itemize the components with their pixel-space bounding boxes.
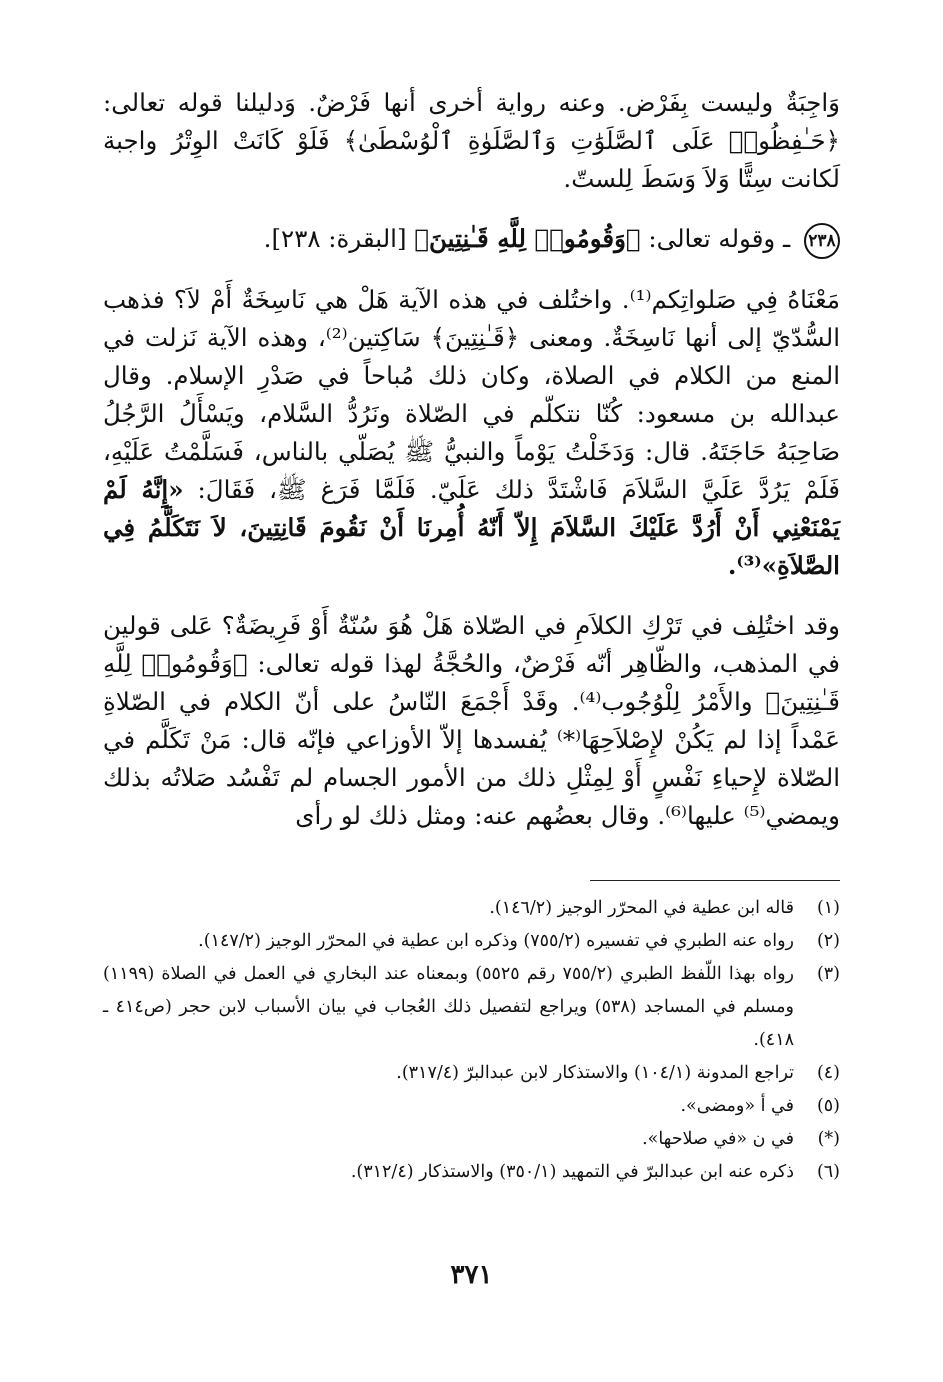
- commentary-text: مَعْنَاهُ فِي صَلواتِكم⁽¹⁾. واختُلف في هذه الآية هَلْ هي نَاسِخَةٌ أَمْ لاَ؟ فذهب السُّدّيّ إلى أنها نَاسِخَةٌ. ومعنى ﴿قَـٰنِتِينَ﴾ سَاكِتين⁽²⁾، وهذه الآية نَزلت في المنع من الكلام في الصلاة، وكان ذلك مُباحاً في صَدْرِ الإسلام. وقال عبدالله بن مسعود: كُنّا نتكلّم في الصّلاة ونَرُدُّ السَّلام، ويَسْأَلُ الرَّجُلُ صَاحِبَهُ حَاجَتَهُ. قال: وَدَخَلْتُ يَوْماً والنبيُّ ﷺ يُصَلّي بالناس، فَسَلَّمْتُ عَلَيْهِ، فَلَمْ يَرُدَّ عَلَيَّ السَّلاَمَ فَاشْتَدَّ ذلك عَلَيّ. فَلَمَّا فَرَغ ﷺ، فَقَالَ:: [103, 284, 840, 504]
- page-number: ٣٧١: [450, 1260, 493, 1290]
- footnotes: [103, 892, 840, 1189]
- footnote-text: في ن «في صلاحها».: [642, 1129, 794, 1149]
- quran-quote: ﴿وَقُومُوا۟ لِلَّهِ قَـٰنِتِينَ﴾: [414, 224, 641, 253]
- footnote-number: (٢): [816, 931, 840, 951]
- paragraph-ruling: وقد اختُلِف في تَرْكِ الكلاَمِ في الصّلاة هَلْ هُوَ سُنّةٌ أَوْ فَرِيضَةٌ؟ عَلى قولين في المذهب، والظّاهِر أنّه فَرْضٌ، والحُجَّةُ لهذا قوله تعالى: ﴿وَقُومُوا۟ لِلَّهِ قَـٰنِتِينَ﴾ والأَمْرُ لِلْوُجُوب⁽⁴⁾. وقَدْ أَجْمَعَ النّاسُ على أنّ الكلام في الصّلاةِ عَمْداً إذا لم يَكُنْ لإِصْلاَحِهَا⁽*⁾ يُفسدها إلاّ الأوزاعي فإنّه قال: مَنْ تَكَلَّم في الصّلاة لإِحياءِ نَفْسٍ أَوْ لِمِثْلِ ذلك من الأمور الجسام لم تَفْسُد صَلاتُه بذلك ويمضي⁽⁵⁾ عليها⁽⁶⁾. وقال بعضُهم عنه: ومثل ذلك لو رأى: [103, 610, 840, 830]
- footnote-item: [103, 958, 840, 1057]
- footnote-number: (٣): [816, 964, 840, 984]
- footnote-item: [103, 892, 840, 925]
- footnote-number: (٦): [816, 1162, 840, 1182]
- footnote-text: ذكره عنه ابن عبدالبرّ في التمهيد (٣٥٠/١) والاستذكار (٣١٢/٤).: [350, 1162, 794, 1182]
- paragraph-commentary: [103, 281, 840, 585]
- footnote-separator: [590, 880, 840, 881]
- footnote-text: رواه عنه الطبري في تفسيره (٧٥٥/٢) وذكره ابن عطية في المحرّر الوجيز (١٤٧/٢).: [198, 931, 794, 951]
- footnote-number: (٥): [816, 1096, 840, 1116]
- footnote-text: في أ «ومضى».: [680, 1096, 794, 1116]
- paragraph-continuation: وَاجِبَةٌ وليست بِفَرْض. وعنه رواية أخرى أنها فَرْضٌ. وَدليلنا قوله تعالى: ﴿حَـٰفِظُوا۟ عَلَى ٱلصَّلَوَٰتِ وَٱلصَّلَوٰةِ ٱلْوُسْطَىٰ﴾ فَلَوْ كَانَتْ الوِتْرُ واجبة لَكانت سِتًّا وَلاَ وَسَطَ لِلستّ.: [103, 88, 840, 193]
- verse-heading: [103, 220, 840, 259]
- footnote-item: [103, 1090, 840, 1123]
- surah-reference: [البقرة: ٢٣٨].: [263, 224, 407, 253]
- footnote-item: [103, 1057, 840, 1090]
- footnote-number: (٤): [816, 1063, 840, 1083]
- footnote-number: (١): [816, 898, 840, 918]
- footnote-text: قاله ابن عطية في المحرّر الوجيز (١٤٦/٢).: [489, 898, 794, 918]
- footnote-item: [103, 1156, 840, 1189]
- verse-heading-prefix: ـ وقوله تعالى:: [648, 224, 791, 253]
- hadith-quote: «إِنَّهُ لَمْ يَمْنَعْنِي أَنْ أَرُدَّ عَلَيْكَ السَّلاَمَ إِلاّ أَنّهُ أُمِرنَا أَنْ نَقُومَ قَانِتِينَ، لاَ نَتَكَلَّمُ فِي الصَّلاَةِ»⁽³⁾.: [103, 474, 840, 580]
- footnote-text: رواه بهذا اللّفظ الطبري (٧٥٥/٢ رقم ٥٥٢٥) وبمعناه عند البخاري في العمل في الصلاة (١١٩٩) ومسلم في المساجد (٥٣٨) ويراجع لتفصيل ذلك العُجاب في بيان الأسباب لابن حجر (ص٤١٤ ـ ٤١٨).: [103, 964, 794, 1050]
- footnote-item: [103, 1123, 840, 1156]
- footnote-item: [103, 925, 840, 958]
- main-text: [103, 84, 840, 835]
- footnote-text: تراجع المدونة (١٠٤/١) والاستذكار لابن عبدالبرّ (٣١٧/٤).: [396, 1063, 794, 1083]
- footnote-number: (*): [817, 1129, 840, 1149]
- verse-number-badge: ٢٣٨: [804, 223, 840, 259]
